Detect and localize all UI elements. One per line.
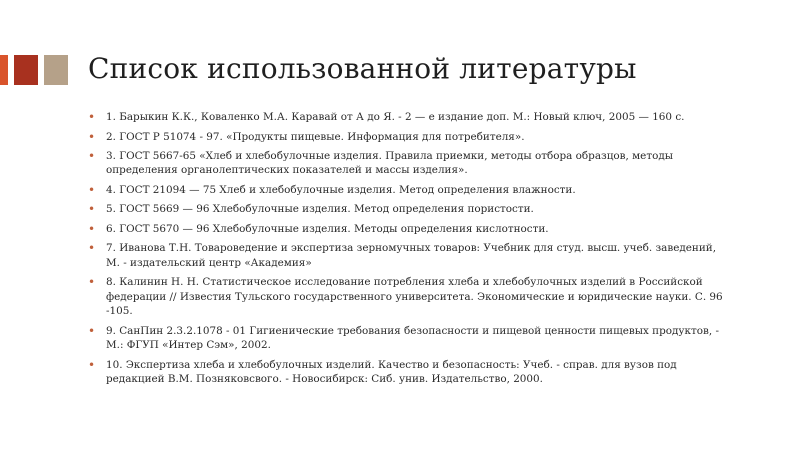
reference-text: 3. ГОСТ 5667-65 «Хлеб и хлебобулочные изделия. Правила приемки, методы отбора образцов, методы определения органолептических показателей и массы изделия». xyxy=(106,150,673,177)
bullet-icon: • xyxy=(88,110,96,124)
reference-item xyxy=(88,130,728,144)
reference-text: 9. СанПин 2.3.2.1078 - 01 Гигиенические требования безопасности и пищевой ценности пищевых продуктов, - М.: ФГУП «Интер Сэм», 2002. xyxy=(106,324,719,352)
tan-square xyxy=(44,55,68,85)
bullet-icon: • xyxy=(88,275,96,290)
slide-title: Список использованной литературы xyxy=(88,52,637,85)
reference-text: 10. Экспертиза хлеба и хлебобулочных изделий. Качество и безопасность: Учеб. - справ. для вузов под редакцией В.М. Позняковсвого. - Новосибирск: Сиб. унив. Издательство, 2000. xyxy=(106,358,677,385)
reference-item xyxy=(88,358,728,387)
bullet-icon: • xyxy=(88,241,96,256)
bullet-icon: • xyxy=(88,221,96,236)
bullet-icon: • xyxy=(88,149,96,163)
reference-item xyxy=(88,241,728,270)
bullet-icon: • xyxy=(88,357,96,372)
bullet-icon: • xyxy=(88,182,96,197)
reference-item xyxy=(88,275,728,318)
red-square xyxy=(14,55,38,85)
reference-text: 5. ГОСТ 5669 — 96 Хлебобулочные изделия. Метод определения пористости. xyxy=(106,203,534,216)
reference-text: 6. ГОСТ 5670 — 96 Хлебобулочные изделия. Методы определения кислотности. xyxy=(106,222,549,235)
bullet-icon: • xyxy=(88,129,96,144)
reference-item xyxy=(88,110,728,124)
reference-list xyxy=(88,110,728,391)
orange-square xyxy=(0,55,8,85)
reference-item xyxy=(88,149,728,178)
reference-item xyxy=(88,222,728,236)
bullet-icon: • xyxy=(88,202,96,217)
reference-text: 4. ГОСТ 21094 — 75 Хлеб и хлебобулочные изделия. Метод определения влажности. xyxy=(106,183,576,196)
reference-item xyxy=(88,202,728,216)
reference-text: 2. ГОСТ Р 51074 - 97. «Продукты пищевые. Информация для потребителя». xyxy=(106,130,525,143)
reference-item xyxy=(88,324,728,353)
reference-item xyxy=(88,183,728,197)
reference-text: 7. Иванова Т.Н. Товароведение и экспертиза зерномучных товаров: Учебник для студ. высш. учеб. заведений, М. - издательский центр «Академия» xyxy=(106,242,717,269)
bullet-icon: • xyxy=(88,323,96,338)
reference-text: 8. Калинин Н. Н. Статистическое исследование потребления хлеба и хлебобулочных изделий в Российской федерации // Известия Тульского государственного университета. Экономические и юридические науки. С. 96 -105. xyxy=(106,276,723,318)
reference-text: 1. Барыкин К.К., Коваленко М.А. Каравай от А до Я. - 2 — е издание доп. М.: Новый ключ, 2005 — 160 с. xyxy=(106,111,685,123)
